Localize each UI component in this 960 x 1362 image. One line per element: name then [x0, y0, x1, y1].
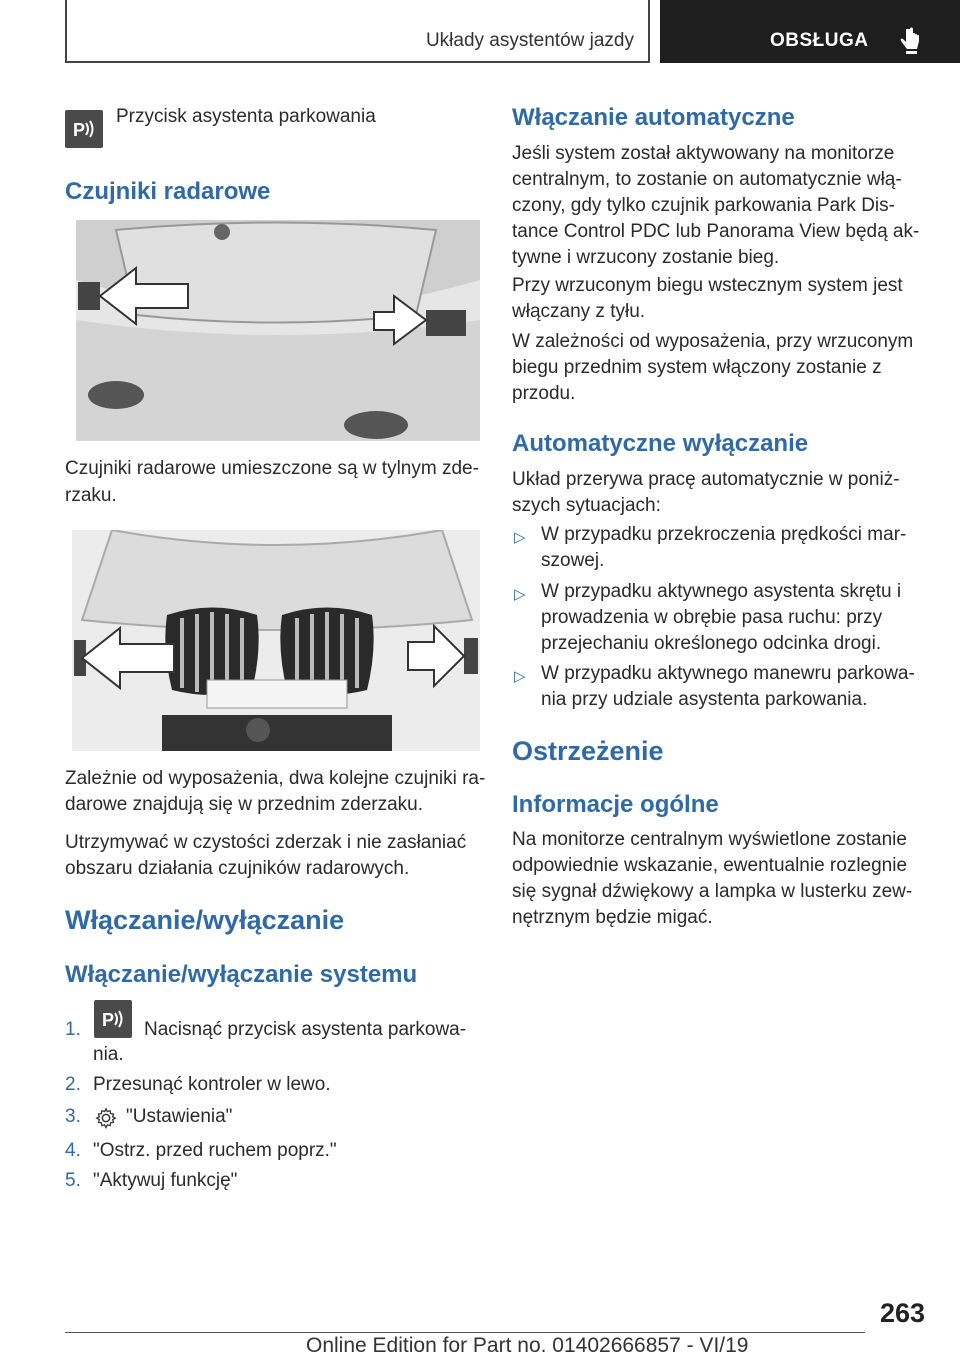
bullet-1-line2: szowej. [541, 550, 605, 571]
park-assist-button-icon [65, 110, 103, 148]
step-1-line1: Nacisnąć przycisk asystenta parkowa- [144, 1019, 467, 1040]
forward-line3: przodu. [512, 383, 576, 404]
bullet-2-line3: przejechaniu określonego odcinka drogi. [541, 633, 882, 654]
page-number: 263 [880, 1298, 926, 1328]
fig2-caption-line1: Zależnie od wyposażenia, dwa kolejne czujniki ra- [65, 768, 486, 789]
auto-off-line1: Układ przerywa pracę automatycznie w poniż- [512, 469, 900, 490]
step-2-line1: Przesunąć kontroler w lewo. [93, 1074, 331, 1095]
step-3-number: 3. [65, 1106, 81, 1127]
fig1-caption-line1: Czujniki radarowe umieszczone są w tylnym zde- [65, 458, 479, 479]
step-5-number: 5. [65, 1170, 81, 1191]
rear-bumper-figure [76, 220, 480, 441]
bullet-3-line2: nia przy udziale asystenta parkowania. [541, 689, 868, 710]
step-4-line1: "Ostrz. przed ruchem poprz." [93, 1140, 337, 1161]
heading-on-off: Włączanie/wyłączanie [65, 905, 345, 935]
fig1-caption-line2: rzaku. [65, 485, 117, 506]
heading-warning: Ostrzeżenie [512, 736, 664, 766]
general-line3: się sygnał dźwiękowy a lampka w lusterku zew- [512, 881, 913, 902]
step-4-number: 4. [65, 1140, 81, 1161]
auto-on-line1: Jeśli system został aktywowany na monitorze [512, 143, 895, 164]
auto-off-line2: szych sytuacjach: [512, 495, 661, 516]
bullet-triangle-icon: ▷ [514, 668, 526, 685]
front-bumper-figure [72, 530, 480, 751]
svg-text:P: P [73, 120, 86, 140]
step-5-line1: "Aktywuj funkcję" [93, 1170, 238, 1191]
bullet-2-line2: prowadzenia w obrębie pasa ruchu: przy [541, 607, 883, 628]
park-assist-step-icon [94, 1000, 132, 1038]
forward-line2: biegu przednim system włączony zostanie z [512, 357, 882, 378]
auto-on-line2: centralnym, to zostanie on automatycznie włą- [512, 169, 902, 190]
heading-auto-off: Automatyczne wyłączanie [512, 430, 809, 457]
step-3-line1: "Ustawienia" [126, 1106, 233, 1127]
header-frame [65, 0, 650, 63]
reverse-line1: Przy wrzuconym biegu wstecznym system jest [512, 275, 903, 296]
edition-note: Online Edition for Part no. 01402666857 - VI/19 [306, 1334, 749, 1357]
reverse-line2: włączany z tyłu. [512, 301, 646, 322]
footer-divider [65, 1332, 865, 1333]
bullet-2-line1: W przypadku aktywnego asystenta skrętu i [541, 581, 902, 602]
fig2-caption-line2: darowe znajdują się w przednim zderzaku. [65, 794, 424, 815]
auto-on-line3: czony, gdy tylko czujnik parkowania Park Dis- [512, 195, 895, 216]
hand-pointer-icon [898, 27, 922, 55]
bullet-triangle-icon: ▷ [514, 586, 526, 603]
step-2-number: 2. [65, 1074, 81, 1095]
forward-line1: W zależności od wyposażenia, przy wrzuconym [512, 331, 914, 352]
keep-clean-line1: Utrzymywać w czystości zderzak i nie zasłaniać [65, 832, 467, 853]
keep-clean-line2: obszaru działania czujników radarowych. [65, 858, 410, 879]
heading-general-info: Informacje ogólne [512, 791, 719, 818]
chapter-tab-label: OBSŁUGA [770, 30, 869, 51]
heading-radar-sensors: Czujniki radarowe [65, 178, 271, 205]
chapter-tab[interactable] [660, 0, 960, 63]
step-1-line2: nia. [93, 1044, 124, 1065]
bullet-triangle-icon: ▷ [514, 529, 526, 546]
auto-on-line4: tance Control PDC lub Panorama View będą ak- [512, 221, 920, 242]
svg-text:P: P [102, 1010, 115, 1030]
button-caption: Przycisk asystenta parkowania [116, 106, 376, 127]
section-title: Układy asystentów jazdy [425, 30, 634, 51]
general-line4: nętrznym będzie migać. [512, 907, 713, 928]
bullet-3-line1: W przypadku aktywnego manewru parkowa- [541, 663, 915, 684]
bullet-1-line1: W przypadku przekroczenia prędkości mar- [541, 524, 907, 545]
gear-icon [95, 1107, 117, 1129]
auto-on-line5: tywne i wrzucony zostanie bieg. [512, 247, 780, 268]
heading-auto-on: Włączanie automatyczne [512, 104, 795, 131]
step-1-number: 1. [65, 1019, 81, 1040]
general-line1: Na monitorze centralnym wyświetlone zostanie [512, 829, 907, 850]
heading-on-off-system: Włączanie/wyłączanie systemu [65, 961, 418, 988]
general-line2: odpowiednie wskazanie, ewentualnie rozlegnie [512, 855, 908, 876]
